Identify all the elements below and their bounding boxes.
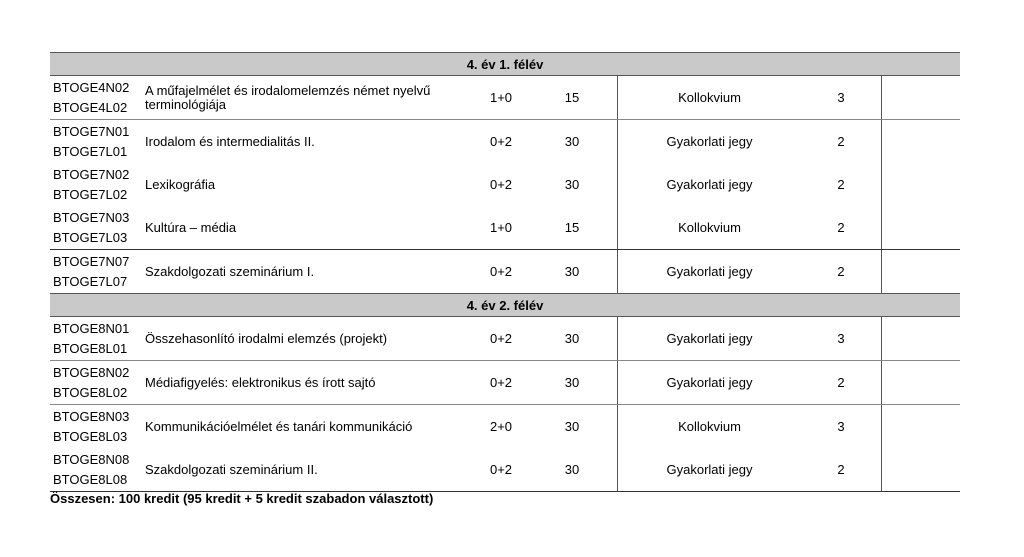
course-exam: Gyakorlati jegy — [618, 120, 802, 164]
course-code: BTOGE8N01 BTOGE8L01 — [50, 317, 145, 361]
course-lessons: 30 — [564, 134, 580, 149]
course-title: Kultúra – média — [145, 206, 475, 250]
course-lessons: 15 — [527, 76, 618, 120]
course-credit: 2 — [801, 206, 882, 250]
course-credit: 3 — [837, 419, 845, 434]
course-exam: Gyakorlati jegy — [618, 250, 802, 294]
course-notes — [882, 163, 961, 206]
course-hours: 1+0 — [475, 76, 527, 120]
course-hours: 0+2 — [475, 317, 527, 361]
section-header-2 — [50, 294, 960, 317]
total-credits: Összesen: 100 kredit (95 kredit + 5 kredit szabadon választott) — [50, 491, 434, 506]
course-hours: 0+2 — [489, 134, 513, 149]
table-row — [50, 206, 960, 250]
course-credit: 2 — [801, 448, 882, 492]
course-exam: Kollokvium — [618, 206, 802, 250]
course-lessons: 30 — [564, 419, 580, 434]
course-code: BTOGE7N01 BTOGE7L01 — [53, 123, 130, 159]
course-hours: 0+2 — [489, 264, 513, 279]
course-credit: 2 — [801, 361, 882, 405]
course-notes — [882, 250, 961, 294]
course-code: BTOGE8N03 BTOGE8L03 — [53, 408, 130, 444]
course-lessons: 30 — [527, 317, 618, 361]
table-row — [50, 163, 960, 206]
course-credit: 2 — [837, 177, 845, 192]
section-title: 4. év 1. félév — [50, 53, 960, 76]
course-lessons: 30 — [564, 177, 580, 192]
course-exam: Kollokvium — [618, 405, 802, 449]
section-title: 4. év 2. félév — [50, 294, 960, 317]
course-lessons: 30 — [527, 361, 618, 405]
course-hours: 1+0 — [475, 206, 527, 250]
course-hours: 2+0 — [489, 419, 513, 434]
course-title: A műfajelmélet és irodalomelemzés német nyelvű terminológiája — [145, 76, 475, 120]
course-hours: 0+2 — [489, 177, 513, 192]
course-exam: Kollokvium — [618, 76, 802, 120]
curriculum-table — [50, 52, 960, 492]
course-title: Szakdolgozati szeminárium I. — [145, 263, 315, 279]
course-credit: 2 — [837, 134, 845, 149]
course-lessons: 30 — [527, 448, 618, 492]
course-notes — [882, 361, 961, 405]
course-notes — [882, 206, 961, 250]
table-row — [50, 76, 960, 120]
course-code: BTOGE7N07 BTOGE7L07 — [53, 253, 130, 289]
course-credit: 3 — [801, 76, 882, 120]
course-title: Összehasonlító irodalmi elemzés (projekt) — [145, 317, 475, 361]
course-notes — [882, 120, 961, 164]
course-notes — [882, 76, 961, 120]
course-notes — [882, 317, 961, 361]
course-lessons: 15 — [527, 206, 618, 250]
course-exam: Gyakorlati jegy — [618, 448, 802, 492]
table-row — [50, 405, 960, 449]
course-title: Médiafigyelés: elektronikus és írott sajtó — [145, 361, 475, 405]
course-hours: 0+2 — [475, 361, 527, 405]
course-code: BTOGE7N03 BTOGE7L03 — [50, 206, 145, 250]
course-title: Irodalom és intermedialitás II. — [145, 133, 315, 149]
table-row — [50, 361, 960, 405]
course-exam: Gyakorlati jegy — [618, 361, 802, 405]
course-code: BTOGE8N08 BTOGE8L08 — [50, 448, 145, 492]
table-row — [50, 317, 960, 361]
course-credit: 3 — [801, 317, 882, 361]
table-row — [50, 250, 960, 294]
course-title: Lexikográfia — [145, 176, 216, 192]
section-header-1 — [50, 53, 960, 76]
course-lessons: 30 — [564, 264, 580, 279]
course-notes — [882, 448, 961, 492]
course-exam: Gyakorlati jegy — [618, 163, 802, 206]
course-hours: 0+2 — [475, 448, 527, 492]
course-code: BTOGE7N02 BTOGE7L02 — [53, 166, 130, 202]
course-credit: 2 — [837, 264, 845, 279]
table-row — [50, 120, 960, 164]
course-code: BTOGE8N02 BTOGE8L02 — [50, 361, 145, 405]
course-exam: Gyakorlati jegy — [618, 317, 802, 361]
course-notes — [882, 405, 961, 449]
course-title: Szakdolgozati szeminárium II. — [145, 448, 475, 492]
table-row — [50, 448, 960, 492]
course-title: Kommunikációelmélet és tanári kommunikáció — [145, 418, 413, 434]
course-code: BTOGE4N02 BTOGE4L02 — [50, 76, 145, 120]
